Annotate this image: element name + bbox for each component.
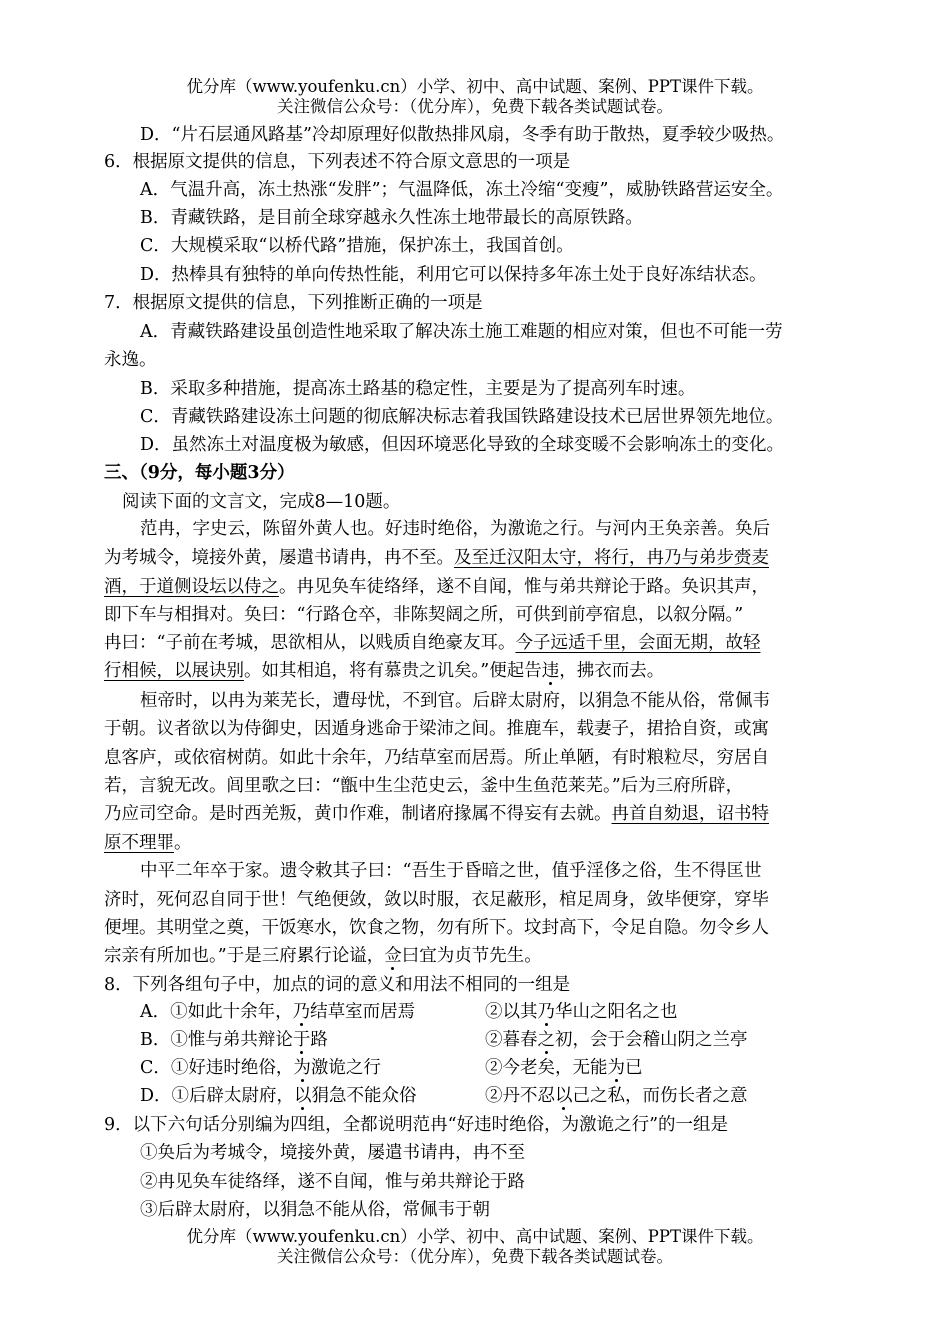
underlined-sentence-2b: 行相候，以展诀别 [104, 661, 244, 681]
passage-p1-line-1: 范冉，字史云，陈留外黄人也。好违时绝俗，为激诡之行。与河内王奂亲善。奂后 [140, 519, 770, 539]
q8-option-b-1: B．①惟与弟共辩论于路 [140, 1030, 328, 1050]
q9-stem: 9．以下六句话分别编为四组，全都说明范冉“好违时绝俗，为激诡之行”的一组是 [104, 1115, 729, 1135]
q8-option-a-1: A．①如此十余年，乃结草室而居焉 [140, 1002, 416, 1022]
passage-p1-line-2: 为考城令，境接外黄，屡遣书请冉，冉不至。及至迁汉阳太守，将行，冉乃与弟步赍麦 [104, 548, 769, 568]
section-3-instruction: 阅读下面的文言文，完成8—10题。 [122, 492, 401, 512]
passage-p2-line-2: 于朝。议者欲以为侍御史，因遁身逃命于梁沛之间。推鹿车，载妻子，捃拾自资，或寓 [104, 719, 769, 739]
underlined-sentence-1b: 酒，于道侧设坛以侍之 [104, 577, 279, 597]
q7-option-a-line-2: 永逸。 [104, 350, 157, 370]
passage-p2-line-4: 若，言貌无改。闾里歌之曰：“甑中生尘范史云，釜中生鱼范莱芜。”后为三府所辟， [104, 776, 744, 796]
q8-option-c-1: C．①好违时绝俗，为激诡之行 [140, 1058, 381, 1078]
passage-p1-line-6: 行相候，以展诀别。如其相追，将有慕贵之讥矣。”便起告违，拂衣而去。 [104, 661, 665, 681]
passage-p2-line-5: 乃应司空命。是时西羌叛，黄巾作难，制诸府掾属不得妄有去就。冉首自劾退，诏书特 [104, 804, 769, 824]
underlined-sentence-2a: 今子远适千里，会面无期，故轻 [515, 633, 761, 653]
q7-option-d: D．虽然冻土对温度极为敏感，但因环境恶化导致的全球变暖不会影响冻土的变化。 [140, 435, 785, 455]
passage-p2-line-6: 原不理罪。 [104, 833, 192, 853]
q5-option-d: D．“片石层通风路基”冷却原理好似散热排风扇，冬季有助于散热，夏季较少吸热。 [140, 125, 785, 145]
q7-option-a-line-1: A．青藏铁路建设虽创造性地采取了解决冻土施工难题的相应对策，但也不可能一劳 [140, 322, 783, 342]
dotted-char-qian: 佥 [384, 946, 402, 966]
passage-p1-line-3: 酒，于道侧设坛以侍之。冉见奂车徒络绎，遂不自闻，惟与弟共辩论于路。奂识其声， [104, 577, 769, 597]
footer-watermark-line-1: 优分库（www.youfenku.cn）小学、初中、高中试题、案例、PPT课件下载。 [186, 1227, 764, 1246]
header-watermark-line-1: 优分库（www.youfenku.cn）小学、初中、高中试题、案例、PPT课件下载。 [186, 77, 764, 96]
underlined-sentence-3b: 原不理罪 [104, 833, 174, 853]
q6-option-a: A．气温升高，冻土热涨“发胖”；气温降低，冻土冷缩“变瘦”，威胁铁路营运安全。 [140, 180, 784, 200]
underlined-sentence-1a: 及至迁汉阳太守，将行，冉乃与弟步赍麦 [454, 548, 769, 568]
q6-option-d: D．热棒具有独特的单向传热性能，利用它可以保持多年冻土处于良好冻结状态。 [140, 265, 767, 285]
q6-option-b: B．青藏铁路，是目前全球穿越永久性冻土地带最长的高原铁路。 [140, 208, 643, 228]
q9-sentence-3: ③后辟太尉府，以狷急不能从俗，常佩韦于朝 [140, 1200, 490, 1220]
q7-option-c: C．青藏铁路建设冻土问题的彻底解决标志着我国铁路建设技术已居世界领先地位。 [140, 407, 784, 427]
q6-stem: 6．根据原文提供的信息，下列表述不符合原文意思的一项是 [104, 152, 571, 172]
q8-stem: 8．下列各组句子中，加点的词的意义和用法不相同的一组是 [104, 975, 571, 995]
header-watermark-line-2: 关注微信公众号：（优分库），免费下载各类试题试卷。 [277, 97, 673, 116]
q8-option-c-2: ②今老矣，无能为已 [485, 1058, 643, 1078]
q9-sentence-2: ②冉见奂车徒络绎，遂不自闻，惟与弟共辩论于路 [140, 1172, 525, 1192]
dotted-char-wei: 违 [541, 661, 560, 681]
q8-option-d-2: ②丹不忍以己之私，而伤长者之意 [485, 1086, 748, 1106]
passage-p1-line-5: 冉曰：“子前在考城，思欲相从，以贱质自绝豪友耳。今子远适千里，会面无期，故轻 [104, 633, 761, 653]
passage-p3-line-4: 宗亲有所加也。”于是三府累行论谥，佥曰宜为贞节先生。 [104, 946, 542, 966]
q6-option-c: C．大规模采取“以桥代路”措施，保护冻土，我国首创。 [140, 236, 574, 256]
passage-p1-line-4: 即下车与相揖对。奂曰：“行路仓卒，非陈契阔之所，可供到前亭宿息，以叙分隔。” [104, 605, 744, 625]
footer-watermark-line-2: 关注微信公众号：（优分库），免费下载各类试题试卷。 [277, 1247, 673, 1266]
passage-p3-line-1: 中平二年卒于家。遗令敕其子曰：“吾生于昏暗之世，值乎淫侈之俗，生不得匡世 [140, 861, 762, 881]
q7-option-b: B．采取多种措施，提高冻土路基的稳定性，主要是为了提高列车时速。 [140, 379, 696, 399]
underlined-sentence-3a: 冉首自劾退，诏书特 [611, 804, 769, 824]
q7-stem: 7．根据原文提供的信息，下列推断正确的一项是 [104, 293, 483, 313]
q8-option-d-1: D．①后辟太尉府，以狷急不能众俗 [140, 1086, 417, 1106]
q8-option-a-2: ②以其乃华山之阳名之也 [485, 1002, 678, 1022]
section-3-heading: 三、（9分，每小题3分） [104, 463, 295, 483]
passage-p2-line-3: 息客庐，或依宿树荫。如此十余年，乃结草室而居焉。所止单陋，有时粮粒尽，穷居自 [104, 748, 769, 768]
q8-option-b-2: ②暮春之初，会于会稽山阴之兰亭 [485, 1030, 748, 1050]
passage-p2-line-1: 桓帝时，以冉为莱芜长，遭母忧，不到官。后辟太尉府，以狷急不能从俗，常佩韦 [140, 691, 770, 711]
passage-p3-line-2: 济时，死何忍自同于世！气绝便敛，敛以时服，衣足蔽形，棺足周身，敛毕便穿，穿毕 [104, 890, 769, 910]
q9-sentence-1: ①奂后为考城令，境接外黄，屡遣书请冉，冉不至 [140, 1143, 525, 1163]
passage-p3-line-3: 便埋。其明堂之奠，干饭寒水，饮食之物，勿有所下。坟封高下，令足自隐。勿令乡人 [104, 918, 769, 938]
